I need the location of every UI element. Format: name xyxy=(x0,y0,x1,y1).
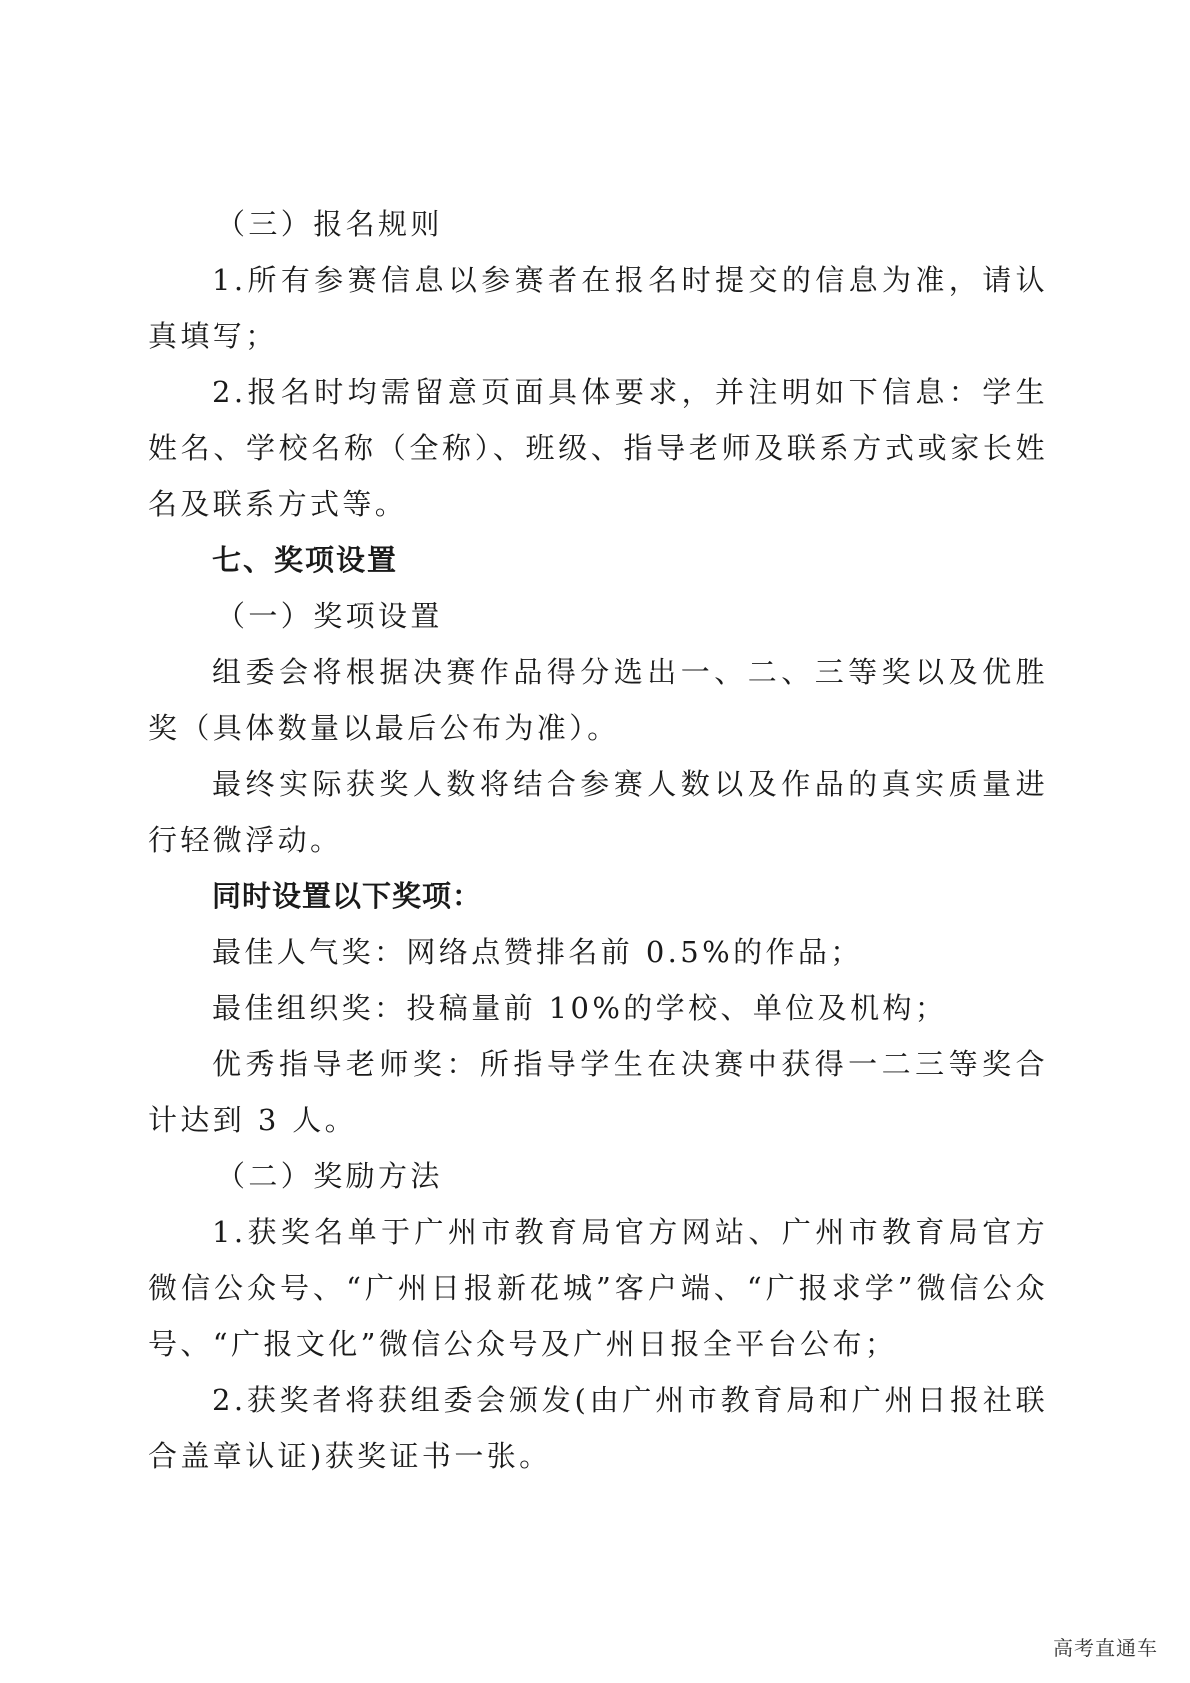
document-body xyxy=(148,196,1048,1484)
paragraph-teacher-award: 优秀指导老师奖：所指导学生在决赛中获得一二三等奖合计达到 3 人。 xyxy=(148,1047,1048,1137)
paragraph-popularity-award: 最佳人气奖：网络点赞排名前 0.5%的作品； xyxy=(212,935,863,969)
paragraph-registration-rule-1: 1.所有参赛信息以参赛者在报名时提交的信息为准，请认真填写； xyxy=(148,263,1048,353)
paragraph-reward-method-1: 1.获奖名单于广州市教育局官方网站、广州市教育局官方微信公众号、“广州日报新花城”客户端、“广报求学”微信公众号、“广报文化”微信公众号及广州日报全平台公布； xyxy=(148,1215,1048,1361)
subsection-heading-award-settings: （一）奖项设置 xyxy=(216,599,443,633)
paragraph-award-adjustment: 最终实际获奖人数将结合参赛人数以及作品的真实质量进行轻微浮动。 xyxy=(148,767,1048,857)
paragraph-registration-rule-2: 2.报名时均需留意页面具体要求，并注明如下信息：学生姓名、学校名称（全称）、班级、指导老师及联系方式或家长姓名及联系方式等。 xyxy=(148,375,1048,521)
paragraph-award-tiers: 组委会将根据决赛作品得分选出一、二、三等奖以及优胜奖（具体数量以最后公布为准）。 xyxy=(148,655,1048,745)
watermark-text: 高考直通车 xyxy=(1053,1636,1158,1660)
section-heading-registration-rules: （三）报名规则 xyxy=(216,207,443,241)
paragraph-reward-method-2: 2.获奖者将获组委会颁发(由广州市教育局和广州日报社联合盖章认证)获奖证书一张。 xyxy=(148,1383,1048,1473)
subsection-heading-reward-method: （二）奖励方法 xyxy=(216,1159,443,1193)
paragraph-organization-award: 最佳组织奖：投稿量前 10%的学校、单位及机构； xyxy=(212,991,948,1025)
paragraph-additional-awards-heading: 同时设置以下奖项： xyxy=(212,879,483,913)
section-heading-awards: 七、奖项设置 xyxy=(212,543,399,577)
